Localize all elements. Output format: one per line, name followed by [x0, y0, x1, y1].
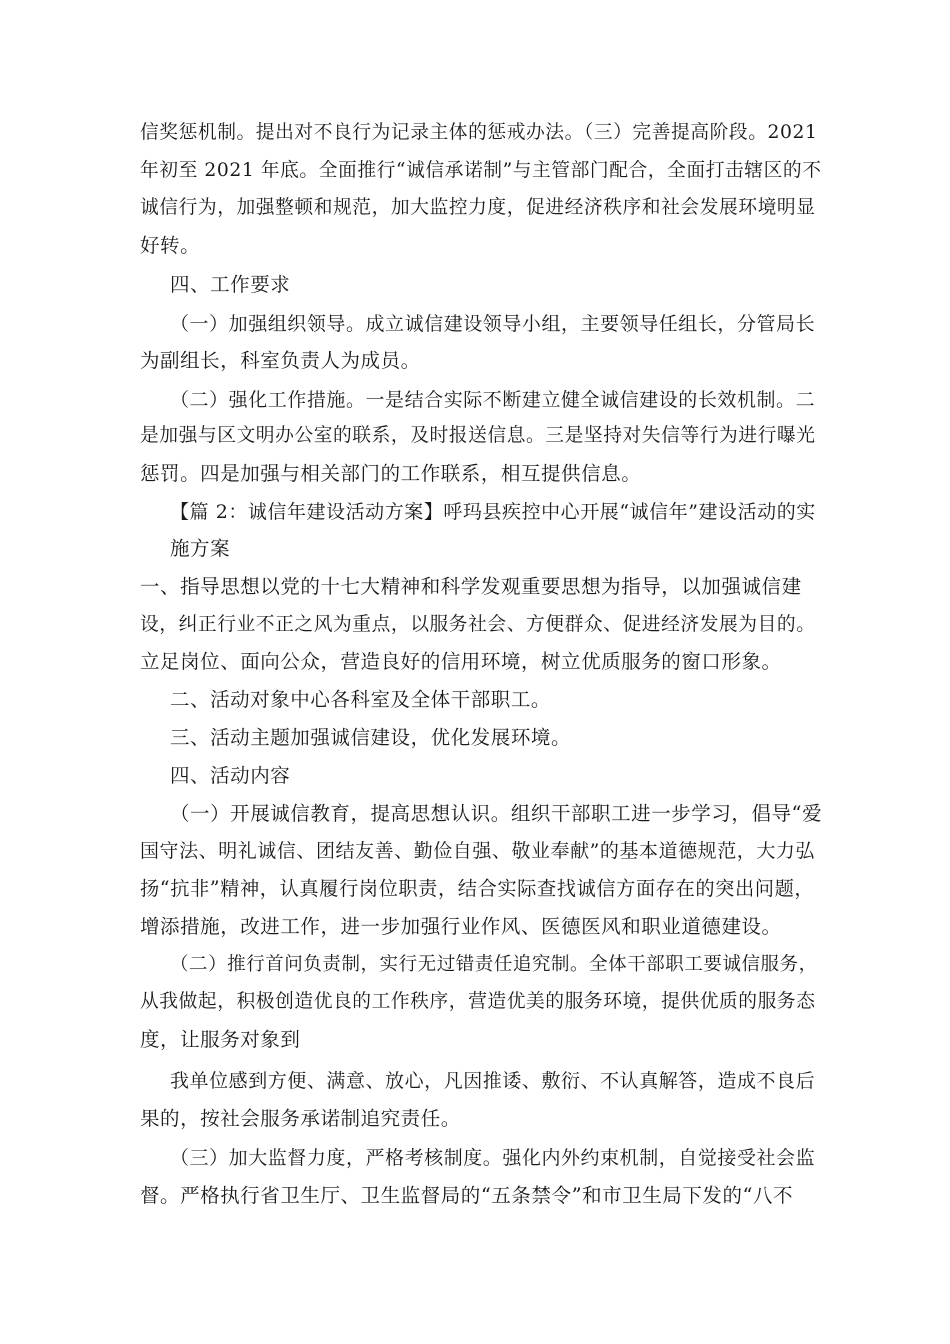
- text-line: 三、活动主题加强诚信建设，优化发展环境。: [170, 726, 572, 749]
- text-line: 好转。: [140, 234, 201, 257]
- section-title: 【篇 2：诚信年建设活动方案】呼玛县疾控中心开展“诚信年”建设活动的实: [170, 501, 816, 523]
- text-line: 我单位感到方便、满意、放心，凡因推诿、敷衍、不认真解答，造成不良后: [170, 1070, 816, 1092]
- text-line: 是加强与区文明办公室的联系，及时报送信息。三是坚持对失信等行为进行曝光: [140, 425, 816, 446]
- text-line: 度，让服务对象到: [140, 1028, 301, 1051]
- text-line: 信奖惩机制。提出对不良行为记录主体的惩戒办法。（三）完善提高阶段。2021: [140, 122, 818, 143]
- text-line: 设，纠正行业不正之风为重点，以服务社会、方便群众、促进经济发展为目的。: [140, 614, 816, 635]
- section-heading: 四、工作要求: [170, 273, 291, 296]
- text-line: （三）加大监督力度，严格考核制度。强化内外约束机制，自觉接受社会监: [170, 1147, 816, 1169]
- text-line: 果的，按社会服务承诺制追究责任。: [140, 1107, 461, 1130]
- text-line: 年初至 2021 年底。全面推行“诚信承诺制”与主管部门配合，全面打击辖区的不: [140, 160, 822, 181]
- text-line: 立足岗位、面向公众，营造良好的信用环境，树立优质服务的窗口形象。: [140, 650, 782, 673]
- text-line: 一、指导思想以党的十七大精神和科学发观重要思想为指导，以加强诚信建: [140, 575, 802, 598]
- text-line: 国守法、明礼诚信、团结友善、勤俭自强、敬业奉献”的基本道德规范，大力弘: [140, 840, 815, 862]
- section-title: 施方案: [170, 537, 231, 560]
- text-line: 扬“抗非”精神，认真履行岗位职责，结合实际查找诚信方面存在的突出问题，: [140, 877, 815, 900]
- text-line: 诚信行为，加强整顿和规范，加大监控力度，促进经济秩序和社会发展环境明显: [140, 197, 816, 218]
- text-line: （一）加强组织领导。成立诚信建设领导小组，主要领导任组长，分管局长: [170, 313, 816, 335]
- text-line: 为副组长，科室负责人为成员。: [140, 349, 421, 372]
- section-heading: 四、活动内容: [170, 764, 291, 787]
- text-line: （二）推行首问负责制，实行无过错责任追究制。全体干部职工要诚信服务，: [170, 954, 818, 975]
- text-line: 督。严格执行省卫生厅、卫生监督局的“五条禁令”和市卫生局下发的“八不: [140, 1184, 794, 1207]
- text-line: （一）开展诚信教育，提高思想认识。组织干部职工进一步学习，倡导“爱: [170, 802, 823, 825]
- text-line: （二）强化工作措施。一是结合实际不断建立健全诚信建设的长效机制。二: [170, 389, 816, 411]
- text-line: 惩罚。四是加强与相关部门的工作联系，相互提供信息。: [140, 462, 642, 485]
- text-line: 从我做起，积极创造优良的工作秩序，营造优美的服务环境，提供优质的服务态: [140, 991, 816, 1012]
- text-line: 增添措施，改进工作，进一步加强行业作风、医德医风和职业道德建设。: [140, 915, 782, 938]
- text-line: 二、活动对象中心各科室及全体干部职工。: [170, 688, 551, 711]
